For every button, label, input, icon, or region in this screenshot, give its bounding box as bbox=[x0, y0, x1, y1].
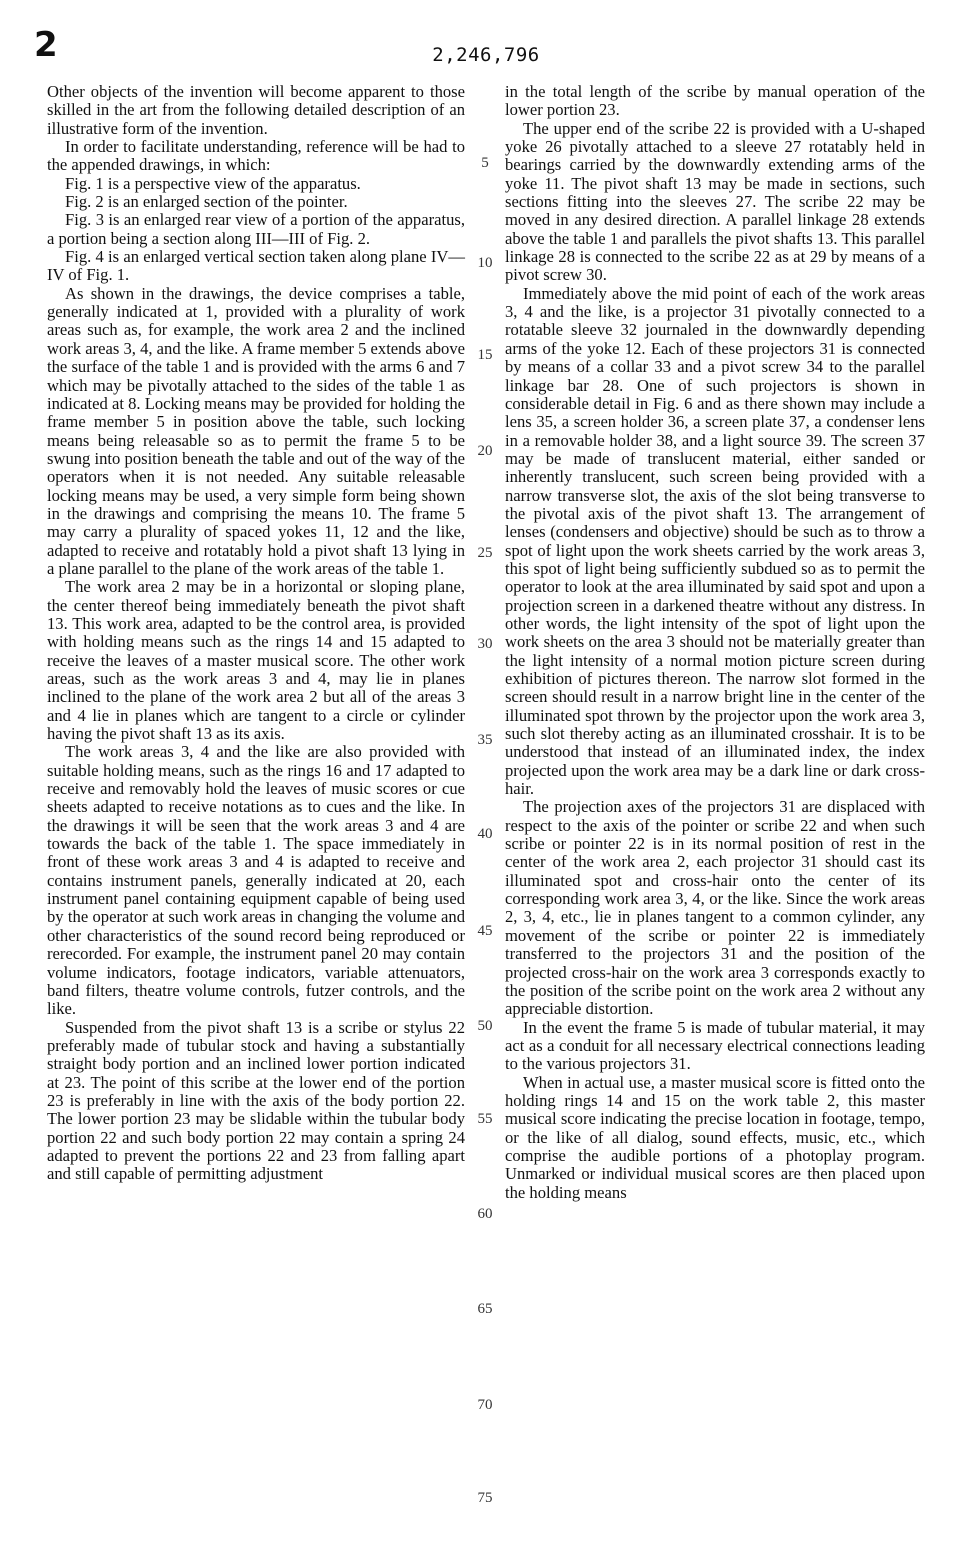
line-number: 65 bbox=[477, 1301, 493, 1317]
line-number: 10 bbox=[477, 255, 493, 271]
paragraph: in the total length of the scribe by manual operation of the lower portion 23. bbox=[505, 82, 925, 120]
line-number: 35 bbox=[477, 732, 493, 748]
line-number: 15 bbox=[477, 347, 493, 363]
line-number: 30 bbox=[477, 636, 493, 652]
paragraph: Other objects of the invention will become apparent to those skilled in the art from the following detailed description of an illustrative form of the invention. bbox=[47, 82, 465, 138]
line-number: 40 bbox=[477, 826, 493, 842]
line-number: 45 bbox=[477, 923, 493, 939]
paragraph: When in actual use, a master musical score is fitted onto the holding rings 14 and 15 on the work table 2, this master musical score indicating the precise location in footage, tempo, or the like of all dialog, sound effects, music, etc., which comprise the audible portions of a photoplay program. Unmarked or individual musical scores are then placed upon the holding means bbox=[505, 1072, 925, 1202]
line-number: 55 bbox=[477, 1111, 493, 1127]
left-column bbox=[47, 83, 465, 1184]
paragraph: Suspended from the pivot shaft 13 is a scribe or stylus 22 preferably made of tubular stock and having a substantially straight body portion and an inclined lower portion indicated at 23. The point of this scribe at the lower end of the portion 23 is preferably in line with the axis of the body portion 22. The lower portion 23 may be slidable within the tubular body portion 22 and such body portion 22 may contain a spring 24 adapted to prevent the portions 22 and 23 from falling apart and still capable of permitting adjustment bbox=[47, 1017, 465, 1184]
line-number: 20 bbox=[477, 443, 493, 459]
paragraph: Fig. 3 is an enlarged rear view of a portion of the apparatus, a portion being a section along III—III of Fig. 2. bbox=[47, 210, 465, 248]
paragraph: The work area 2 may be in a horizontal or sloping plane, the center thereof being immediately beneath the pivot shaft 13. This work area, adapted to be the control area, is provided with holding means such as the rings 14 and 15 adapted to receive the leaves of a master musical score. The other work areas, such as the work areas 3 and 4, may lie in planes inclined to the plane of the work area 2 but all of the areas 3 and 4 lie in planes which are tangent to a circle or cylinder having the pivot shaft 13 as its axis. bbox=[47, 577, 465, 744]
right-column bbox=[505, 83, 925, 1202]
paragraph: The upper end of the scribe 22 is provided with a U-shaped yoke 26 pivotally attached to a sleeve 27 rotatably held in bearings carried by the downwardly extending arms of the yoke 11. The pivot shaft 13 may be made in sections, such sections fitting into the sleeves 27. The scribe 22 may be moved in any desired direction. A parallel linkage 28 extends above the table 1 and parallels the pivot shafts 13. This parallel linkage 28 is connected to the scribe 22 as at 29 by means of a pivot screw 30. bbox=[505, 118, 925, 285]
paragraph: In the event the frame 5 is made of tubular material, it may act as a conduit for all necessary electrical connections leading to the various projectors 31. bbox=[505, 1017, 925, 1074]
paragraph: Fig. 1 is a perspective view of the apparatus. bbox=[65, 173, 361, 193]
line-number: 50 bbox=[477, 1018, 493, 1034]
line-number: 60 bbox=[477, 1206, 493, 1222]
paragraph: The projection axes of the projectors 31 are displaced with respect to the axis of the pointer or scribe 22 and when such scribe or pointer 22 is in its normal position of rest in the center of the work area 2, each projector 31 should cast its illuminated spot and cross-hair onto the center of its corresponding work area 3, 4, or the like. Since the work areas 2, 3, 4, etc., lie in planes tangent to a common cylinder, any movement of the scribe or pointer 22 is immediately transferred to the projectors 31 and the position of the projected cross-hair on the work area 3 corresponds exactly to the position of the scribe point on the work area 2 without any appreciable distortion. bbox=[505, 797, 925, 1019]
paragraph: In order to facilitate understanding, reference will be had to the appended drawings, in which: bbox=[47, 137, 465, 175]
line-number: 5 bbox=[481, 155, 489, 171]
line-number: 25 bbox=[477, 545, 493, 561]
line-number: 70 bbox=[477, 1397, 493, 1413]
page-number: 2 bbox=[34, 25, 58, 65]
paragraph: Fig. 2 is an enlarged section of the pointer. bbox=[65, 192, 348, 212]
paragraph: Fig. 4 is an enlarged vertical section taken along plane IV—IV of Fig. 1. bbox=[47, 247, 465, 285]
paragraph: Immediately above the mid point of each of the work areas 3, 4 and the like, is a projector 31 pivotally connected to a rotatable sleeve 32 journaled in the downwardly depending arms of the yoke 12. Each of these projectors 31 is connected by means of a collar 33 and a pivot screw 34 to the parallel linkage bar 28. One of such projectors is shown in considerable detail in Fig. 6 and as there shown may include a lens 35, a screen holder 36, a screen plate 37, a condenser lens in a removable holder 38, and a light source 39. The screen 37 may be made of translucent material, either sanded or inherently translucent, such screen being provided with a narrow transverse slot, the axis of the slot being transverse to the pivotal axis of the pivot shaft 13. The arrangement of lenses (condensers and objective) should be such as to throw a spot of light upon the work sheets carried by the work areas 3, this spot of light being sufficiently subdued so as to permit the operator to look at the area illuminated by said spot and upon a projection screen in a darkened theatre without any distress. In other words, the light intensity of the spot of light upon the work sheets on the area 3 should not be materially greater than the light intensity of a normal motion picture screen during exhibition of pictures thereon. The narrow slot formed in the screen should result in a narrow bright line in the center of the illuminated spot thrown by the projector upon the work area 3, such slot thereby acting as an illuminated crosshair. It is to be understood that instead of an illuminated index, the index projected upon the work area may be a dark line or dark cross-hair. bbox=[505, 283, 925, 799]
paragraph: As shown in the drawings, the device comprises a table, generally indicated at 1, provided with a plurality of work areas such as, for example, the work area 2 and the inclined work areas 3, 4, and the like. A frame member 5 extends above the surface of the table 1 and is provided with the arms 6 and 7 which may be pivotally attached to the sides of the table 1 as indicated at 8. Locking means may be provided for holding the frame member 5 in position above the table, such locking means being releasable so as to permit the frame 5 to be swung into position beneath the table and out of the way of the operators when it is not needed. Any suitable releasable locking means may be used, a very simple form being shown in the drawings and comprising the means 10. The frame 5 may carry a plurality of spaced yokes 11, 12 and the like, adapted to receive and rotatably hold a pivot shaft 13 lying in a plane parallel to the plane of the work areas of the table 1. bbox=[47, 283, 465, 578]
paragraph: The work areas 3, 4 and the like are also provided with suitable holding means, such as the rings 16 and 17 adapted to receive and removably hold the leaves of music scores or cue sheets adapted to receive notations as to cues and the like. In the drawings it will be seen that the work areas 3 and 4 are towards the back of the table 1. The space immediately in front of these work areas 3 and 4 is adapted to receive and contains instrument panels, generally indicated at 20, each instrument panel containing equipment capable of being used by the operator at such work areas in changing the volume and other characteristics of the sound record being reproduced or rerecorded. For example, the instrument panel 20 may contain volume indicators, footage indicators, variable attenuators, band filters, theatre volume controls, futzer controls, and the like. bbox=[47, 742, 465, 1019]
line-number: 75 bbox=[477, 1490, 493, 1506]
patent-number: 2,246,796 bbox=[432, 44, 540, 66]
page-header bbox=[0, 0, 972, 80]
